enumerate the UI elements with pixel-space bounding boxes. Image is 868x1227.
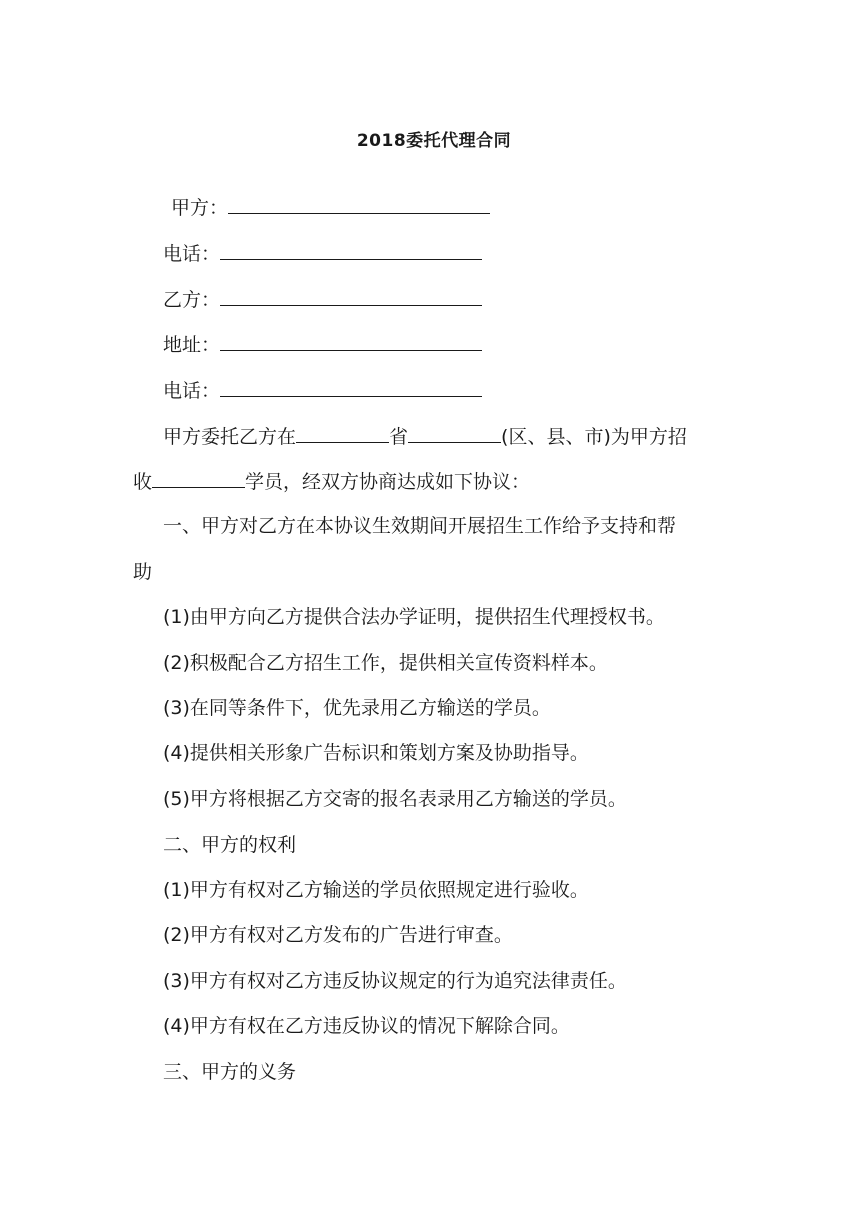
field-phone-a [163, 240, 482, 266]
field-party-b [163, 286, 482, 312]
fill-in-blank [220, 240, 482, 260]
fill-in-blank [228, 194, 490, 214]
intro-text: 学员，经双方协商达成如下协议： [245, 471, 531, 493]
fill-in-blank [220, 331, 482, 351]
list-item: (2)积极配合乙方招生工作，提供相关宣传资料样本。 [163, 652, 608, 674]
list-item: (2)甲方有权对乙方发布的广告进行审查。 [163, 924, 513, 946]
fill-in-blank [152, 468, 245, 488]
fill-in-blank [296, 423, 389, 443]
field-label: 电话： [163, 243, 221, 265]
field-label: 甲方： [171, 197, 229, 219]
list-item: (4)提供相关形象广告标识和策划方案及协助指导。 [163, 742, 589, 764]
section-heading: 三、甲方的义务 [163, 1061, 297, 1083]
document-title: 2018委托代理合同 [356, 131, 512, 151]
field-phone-b [163, 377, 482, 403]
field-address [163, 331, 482, 357]
list-item: (3)在同等条件下，优先录用乙方输送的学员。 [163, 697, 551, 719]
intro-text: 收 [133, 471, 153, 493]
intro-text: (区、县、市)为甲方招 [501, 426, 687, 448]
intro-text: 甲方委托乙方在 [163, 426, 297, 448]
fill-in-blank [220, 377, 482, 397]
intro-line-2 [133, 468, 530, 494]
field-party-a [171, 194, 490, 220]
section-heading: 一、甲方对乙方在本协议生效期间开展招生工作给予支持和帮 [163, 515, 677, 537]
fill-in-blank [220, 286, 482, 306]
fill-in-blank [408, 423, 501, 443]
field-label: 电话： [163, 380, 221, 402]
list-item: (1)甲方有权对乙方输送的学员依照规定进行验收。 [163, 879, 589, 901]
intro-text: 省 [389, 426, 409, 448]
section-heading: 二、甲方的权利 [163, 834, 297, 856]
list-item: (4)甲方有权在乙方违反协议的情况下解除合同。 [163, 1015, 570, 1037]
list-item: (5)甲方将根据乙方交寄的报名表录用乙方输送的学员。 [163, 788, 627, 810]
field-label: 乙方： [163, 289, 221, 311]
field-label: 地址： [163, 334, 221, 356]
intro-line-1 [163, 423, 687, 449]
list-item: (1)由甲方向乙方提供合法办学证明，提供招生代理授权书。 [163, 606, 665, 628]
list-item: (3)甲方有权对乙方违反协议规定的行为追究法律责任。 [163, 970, 627, 992]
section-heading-continued: 助 [133, 561, 153, 583]
